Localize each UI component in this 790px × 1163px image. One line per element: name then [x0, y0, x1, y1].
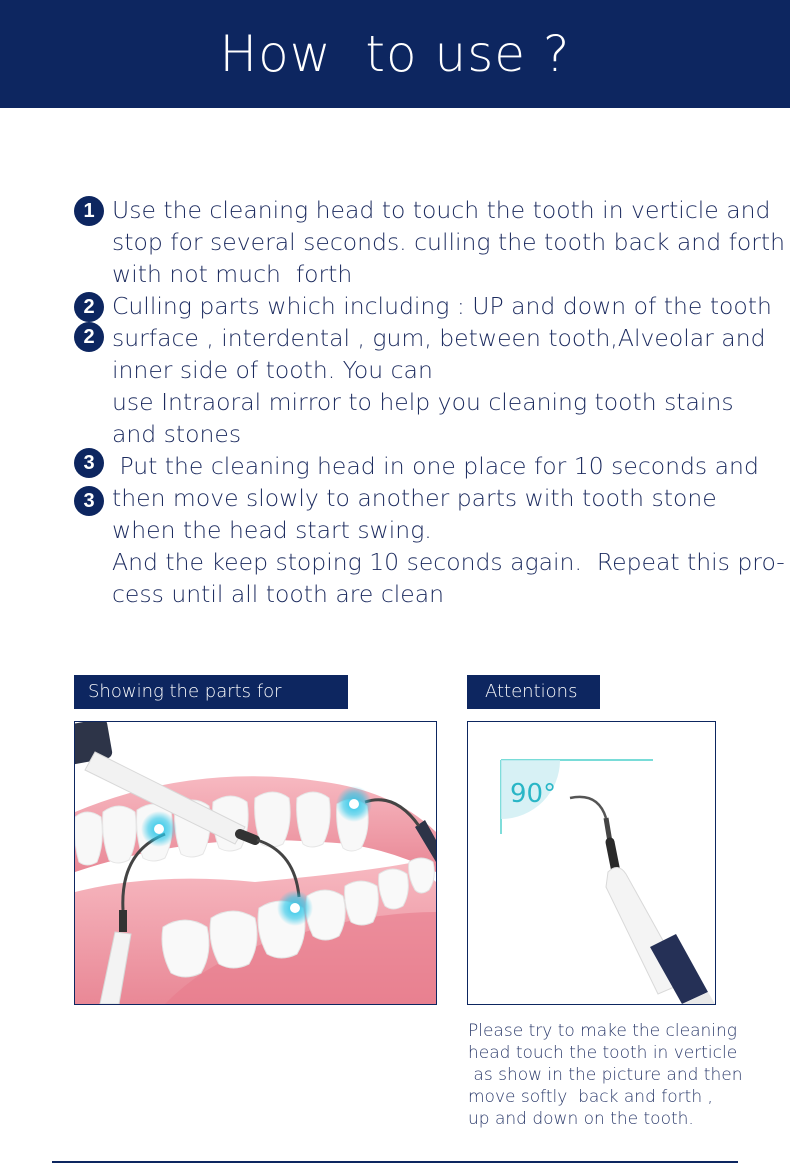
step-text-line: Put the cleaning head in one place for 10 seconds and — [112, 452, 759, 480]
step-text-line: stop for several seconds. culling the tooth back and forth — [112, 228, 785, 256]
caption-line: as show in the picture and then — [468, 1065, 743, 1085]
step-text-line: inner side of tooth. You can — [112, 356, 433, 384]
step-item — [74, 290, 772, 322]
angle-label: 90° — [510, 779, 557, 809]
step-text-line: and stones — [112, 420, 242, 448]
caption-line: Please try to make the cleaning — [468, 1021, 737, 1041]
step-number-badge: 1 — [74, 196, 104, 226]
step-item — [74, 194, 785, 290]
step-number-badge: 3 — [74, 486, 104, 516]
caption-line: up and down on the tooth. — [468, 1109, 694, 1129]
step-text-line: cess until all tooth are clean — [112, 580, 445, 608]
step-text-line: then move slowly to another parts with tooth stone — [112, 484, 717, 512]
step-item — [74, 322, 766, 450]
step-item — [74, 450, 759, 482]
caption-line: move softly back and forth , — [468, 1087, 713, 1107]
step-text-line: with not much forth — [112, 260, 353, 288]
step-text-line: Culling parts which including : UP and down of the tooth — [112, 292, 772, 320]
step-text-line: when the head start swing. — [112, 516, 432, 544]
step-number-badge: 2 — [74, 322, 104, 352]
caption-line: head touch the tooth in verticle — [468, 1043, 738, 1063]
step-text-line: use Intraoral mirror to help you cleaning tooth stains — [112, 388, 734, 416]
cleaning-parts-image — [74, 721, 437, 1005]
step-text-line: surface , interdental , gum, between tooth,Alveolar and — [112, 324, 766, 352]
header-banner — [0, 0, 790, 108]
instruction-steps — [74, 194, 785, 610]
attentions-caption — [468, 1020, 768, 1130]
step-number-badge: 2 — [74, 292, 104, 322]
parts-label: Showing the parts for — [74, 675, 348, 709]
bottom-divider — [52, 1161, 738, 1163]
step-number-badge: 3 — [74, 448, 104, 478]
attentions-label: Attentions — [467, 675, 600, 709]
step-item — [74, 482, 785, 610]
attentions-image — [467, 721, 716, 1005]
step-text-line: And the keep stoping 10 seconds again. Repeat this pro- — [112, 548, 785, 576]
page-title: How to use ? — [219, 25, 571, 83]
scaler-angle-illustration — [468, 722, 715, 1004]
teeth-model-illustration — [75, 722, 436, 1004]
step-text-line: Use the cleaning head to touch the tooth in verticle and — [112, 196, 771, 224]
